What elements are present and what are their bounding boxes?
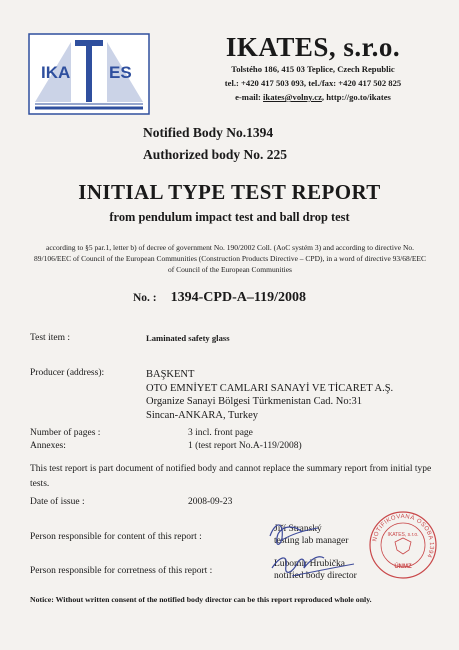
date-value: 2008-09-23 [188, 497, 233, 507]
logo-text-right: ES [109, 63, 132, 82]
notified-body: Notified Body No.1394 [143, 125, 274, 140]
test-item-label: Test item : [30, 333, 70, 343]
email-link[interactable]: ikates@volny.cz [263, 92, 322, 102]
report-number [133, 290, 306, 306]
producer-line: Sincan-ANKARA, Turkey [146, 409, 259, 421]
annexes-label: Annexes: [30, 441, 66, 451]
producer-line: Organize Sanayi Bölgesi Türkmenistan Cad. No:31 [146, 396, 362, 407]
reproduction-notice: Notice: Without written consent of the notified body director can be this report reproduced whole only. [30, 595, 372, 604]
content-responsible-label: Person responsible for content of this report : [30, 532, 202, 542]
report-number-value: 1394-CPD-A–119/2008 [170, 290, 306, 305]
content-signer-name: Jiří Stranský [274, 524, 322, 534]
pages-value: 3 incl. front page [188, 428, 253, 438]
authorized-body: Authorized body No. 225 [143, 147, 288, 162]
logo-text-center: T [81, 42, 82, 43]
company-address: Tolstého 186, 415 03 Teplice, Czech Republic [231, 64, 395, 74]
report-number-label: No. : [133, 292, 157, 304]
official-stamp [368, 510, 438, 580]
content-signer-role: testing lab manager [274, 536, 349, 546]
producer-line: OTO EMNİYET CAMLARI SANAYİ VE TİCARET A.Ş. [146, 382, 394, 394]
correctness-signer-name: Lubomír Hrubička [274, 559, 345, 569]
ikates-logo [27, 32, 151, 116]
disclaimer-paragraph: This test report is part document of notified body and cannot replace the summary report from initial type tests. [30, 464, 432, 489]
body-numbers [143, 122, 287, 166]
stamp-bottom-text: ÚNMZ [394, 564, 412, 570]
stamp-inner-text: IKATES, s.r.o. [387, 532, 419, 538]
producer-line: BAŞKENT [146, 369, 195, 380]
stamp-ring-text: NOTIFIKOVANÁ OSOBA 1394 [372, 513, 435, 559]
report-subtitle: from pendulum impact test and ball drop test [109, 210, 350, 224]
annexes-value: 1 (test report No.A-119/2008) [188, 441, 302, 451]
email-prefix: e-mail: [235, 92, 261, 102]
pages-label: Number of pages : [30, 428, 101, 438]
legal-basis: according to §5 par.1, letter b) of decree of government No. 190/2002 Coll. (AoC systém 3) and according to directive No. 89/106/EEC of Council of the European Communities (Construction Products Directive – CPD), in a word of directive 93/68/EEC of Council of the European Communities [33, 243, 427, 274]
company-email-line [193, 90, 433, 104]
date-label: Date of issue : [30, 497, 85, 507]
logo-text-left: IKA [41, 63, 71, 82]
stamp-emblem-icon [395, 538, 411, 554]
test-item-value: Laminated safety glass [146, 333, 230, 343]
company-phone: tel.: +420 417 503 093, tel./fax: +420 417 502 825 [224, 78, 402, 88]
company-header [193, 32, 433, 104]
correctness-responsible-label: Person responsible for corretness of this report : [30, 566, 213, 576]
report-title: INITIAL TYPE TEST REPORT [78, 180, 381, 204]
web-link[interactable]: , http://go.to/ikates [321, 92, 391, 102]
company-name: IKATES, s.r.o. [225, 32, 401, 62]
producer-address [146, 368, 393, 422]
correctness-signer-role: notified body director [274, 571, 357, 581]
handwritten-signatures [262, 516, 372, 586]
producer-label: Producer (address): [30, 368, 105, 378]
